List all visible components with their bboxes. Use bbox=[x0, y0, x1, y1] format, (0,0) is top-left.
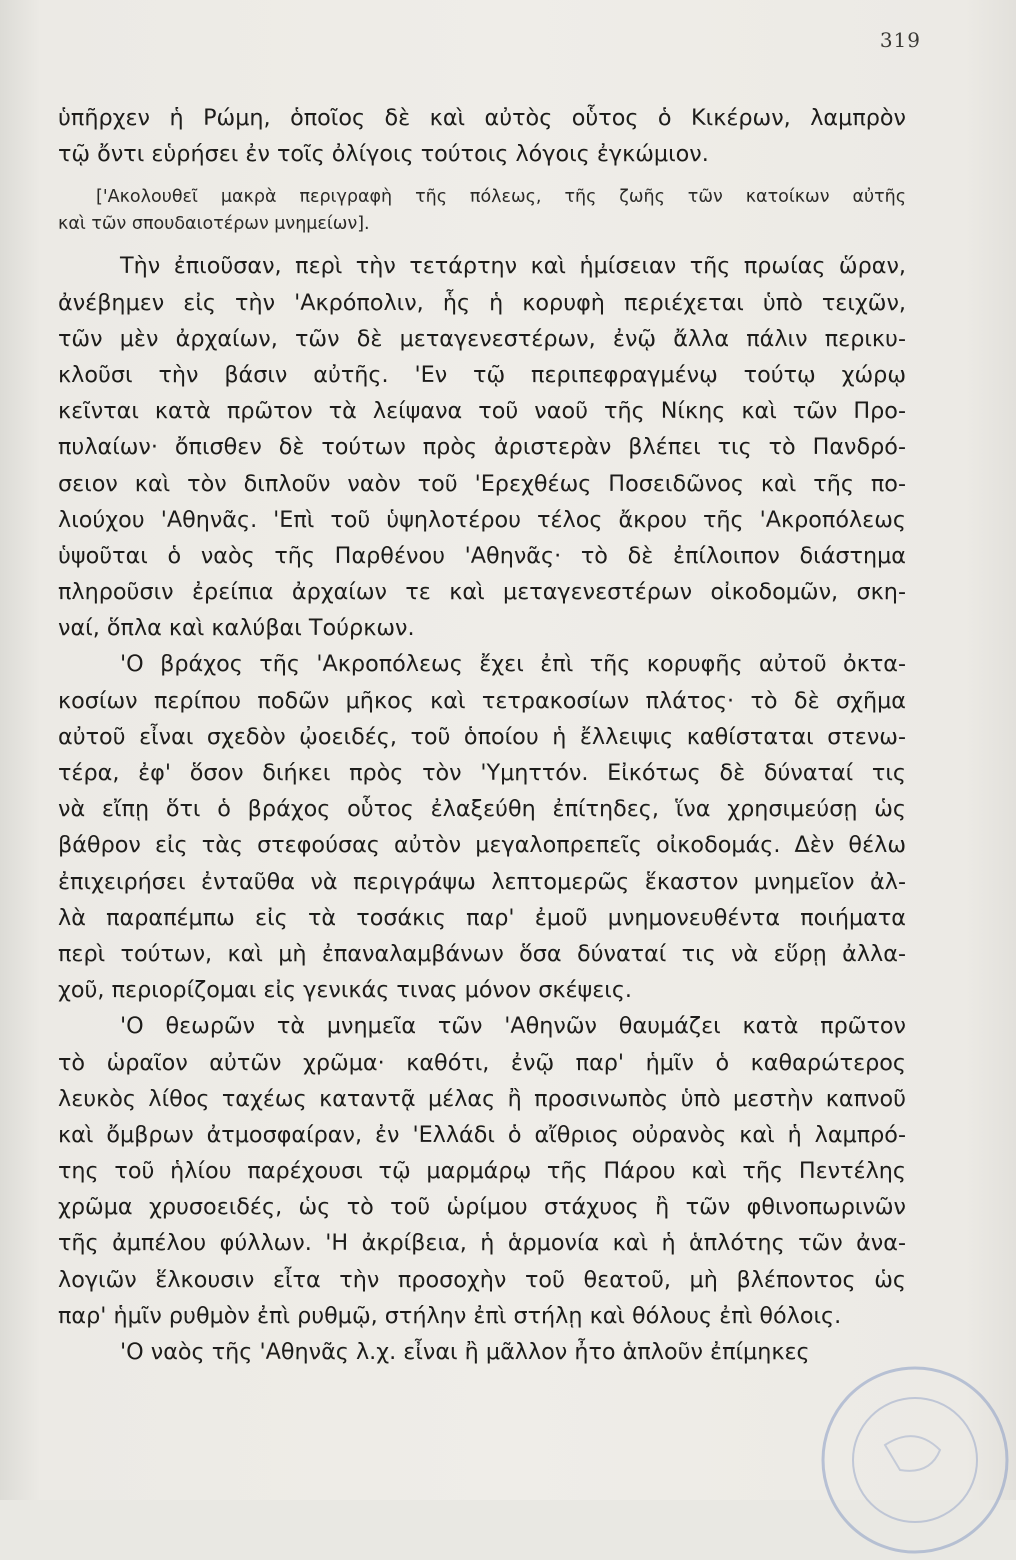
text-line: ὑπῆρχεν ἡ Ρώμη, ὁποῖος δὲ καὶ αὐτὸς οὗτος ὁ Κικέρων, λαμπρὸν bbox=[58, 105, 906, 131]
text-line: ναί, ὅπλα καὶ καλύβαι Τούρκων. bbox=[58, 615, 415, 642]
text-line: τὸ ὡραῖον αὐτῶν χρῶμα· καθότι, ἐνῷ παρ' ἡμῖν ὁ καθαρώτερος bbox=[58, 1049, 906, 1076]
page-number: 319 bbox=[879, 28, 921, 52]
text-line: κλοῦσι τὴν βάσιν αὐτῆς. 'Εν τῷ περιπεφραγμένῳ τούτῳ χώρῳ bbox=[58, 361, 906, 388]
text-line: τῷ ὄντι εὑρήσει ἐν τοῖς ὀλίγοις τούτοις λόγοις ἐγκώμιον. bbox=[58, 141, 709, 168]
text-line: πληροῦσιν ἐρείπια ἀρχαίων τε καὶ μεταγενεστέρων οἰκοδομῶν, σκη- bbox=[58, 579, 906, 606]
text-line: σειον καὶ τὸν διπλοῦν ναὸν τοῦ 'Ερεχθέως Ποσειδῶνος καὶ τῆς πο- bbox=[58, 470, 906, 497]
text-line: πυλαίων· ὄπισθεν δὲ τούτων πρὸς ἀριστερὰν βλέπει τις τὸ Πανδρό- bbox=[58, 434, 906, 461]
note-line: καὶ τῶν σπουδαιοτέρων μνημείων]. bbox=[58, 214, 370, 235]
text-line: καὶ ὄμβρων ἀτμοσφαίραν, ἐν 'Ελλάδι ὁ αἴθριος οὐρανὸς καὶ ἡ λαμπρό- bbox=[58, 1121, 906, 1148]
text-line: λογιῶν ἕλκουσιν εἶτα τὴν προσοχὴν τοῦ θεατοῦ, μὴ βλέποντος ὡς bbox=[58, 1266, 906, 1293]
text-line: 'Ο θεωρῶν τὰ μνημεῖα τῶν 'Αθηνῶν θαυμάζει κατὰ πρῶτον bbox=[120, 1013, 906, 1040]
note-line: ['Ακολουθεῖ μακρὰ περιγραφὴ τῆς πόλεως, τῆς ζωῆς τῶν κατοίκων αὐτῆς bbox=[96, 187, 906, 208]
text-line: νὰ εἴπῃ ὅτι ὁ βράχος οὗτος ἐλαξεύθη ἐπίτηδες, ἵνα χρησιμεύσῃ ὡς bbox=[58, 796, 906, 823]
text-line: λευκὸς λίθος ταχέως καταντᾷ μέλας ἢ προσινωπὸς ὑπὸ μεστὴν καπνοῦ bbox=[58, 1085, 906, 1112]
text-line: λιούχου 'Αθηνᾶς. 'Επὶ τοῦ ὑψηλοτέρου τέλος ἄκρου τῆς 'Ακροπόλεως bbox=[58, 506, 906, 533]
text-line: λὰ παραπέμπω εἰς τὰ τοσάκις παρ' ἐμοῦ μνημονευθέντα ποιήματα bbox=[58, 904, 906, 931]
text-line: χοῦ, περιορίζομαι εἰς γενικάς τινας μόνον σκέψεις. bbox=[58, 977, 632, 1004]
text-line: αὐτοῦ εἶναι σχεδὸν ᾠοειδές, τοῦ ὁποίου ἡ ἔλλειψις καθίσταται στενω- bbox=[58, 723, 906, 750]
body-text bbox=[58, 100, 906, 1370]
text-line: 'Ο βράχος τῆς 'Ακροπόλεως ἔχει ἐπὶ τῆς κορυφῆς αὐτοῦ ὀκτα- bbox=[120, 651, 906, 678]
text-line: Τὴν ἐπιοῦσαν, περὶ τὴν τετάρτην καὶ ἡμίσειαν τῆς πρωίας ὥραν, bbox=[120, 253, 906, 280]
text-line: της τοῦ ἡλίου παρέχουσι τῷ μαρμάρῳ τῆς Πάρου καὶ τῆς Πεντέλης bbox=[58, 1158, 906, 1185]
text-line: ἐπιχειρήσει ἐνταῦθα νὰ περιγράψω λεπτομερῶς ἕκαστον μνημεῖον ἀλ- bbox=[58, 868, 906, 895]
text-line: παρ' ἡμῖν ρυθμὸν ἐπὶ ρυθμῷ, στήλην ἐπὶ στήλῃ καὶ θόλους ἐπὶ θόλοις. bbox=[58, 1302, 842, 1329]
library-stamp bbox=[800, 1360, 1016, 1560]
text-line: χρῶμα χρυσοειδές, ὡς τὸ τοῦ ὡρίμου στάχυος ἢ τῶν φθινοπωρινῶν bbox=[58, 1194, 906, 1221]
text-line: ἀνέβημεν εἰς τὴν 'Ακρόπολιν, ἧς ἡ κορυφὴ περιέχεται ὑπὸ τειχῶν, bbox=[58, 289, 906, 316]
text-line: κεῖνται κατὰ πρῶτον τὰ λείψανα τοῦ ναοῦ τῆς Νίκης καὶ τῶν Προ- bbox=[58, 398, 906, 425]
text-line: ὑψοῦται ὁ ναὸς τῆς Παρθένου 'Αθηνᾶς· τὸ δὲ ἐπίλοιπον διάστημα bbox=[58, 542, 906, 569]
text-line: τῶν μὲν ἀρχαίων, τῶν δὲ μεταγενεστέρων, ἐνῷ ἄλλα πάλιν περικυ- bbox=[58, 325, 906, 352]
text-line: περὶ τούτων, καὶ μὴ ἐπαναλαμβάνων ὅσα δύναταί τις νὰ εὕρῃ ἀλλα- bbox=[58, 940, 906, 967]
text-line: τέρα, ἐφ' ὅσον διήκει πρὸς τὸν 'Υμηττόν. Εἰκότως δὲ δύναταί τις bbox=[58, 760, 906, 786]
text-line: βάθρον εἰς τὰς στεφούσας αὐτὸν μεγαλοπρεπεῖς οἰκοδομάς. Δὲν θέλω bbox=[58, 832, 906, 859]
text-line: τῆς ἀμπέλου φύλλων. 'Η ἀκρίβεια, ἡ ἁρμονία καὶ ἡ ἁπλότης τῶν ἀνα- bbox=[58, 1230, 906, 1257]
text-line: 'Ο ναὸς τῆς 'Αθηνᾶς λ.χ. εἶναι ἢ μᾶλλον ἦτο ἁπλοῦν ἐπίμηκες bbox=[120, 1339, 810, 1365]
text-line: κοσίων περίπου ποδῶν μῆκος καὶ τετρακοσίων πλάτος· τὸ δὲ σχῆμα bbox=[58, 687, 906, 714]
